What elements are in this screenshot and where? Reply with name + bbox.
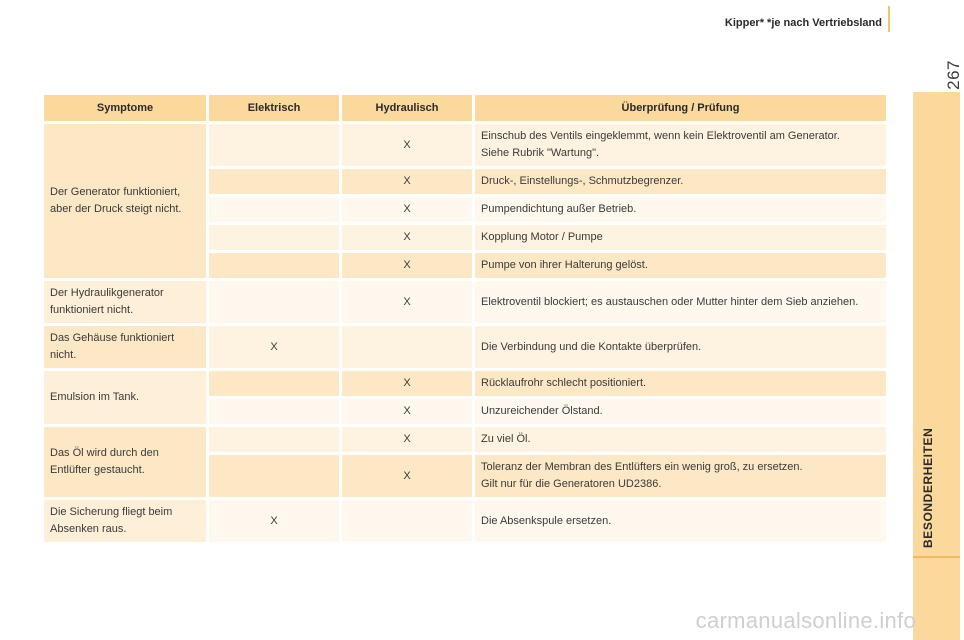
running-header: Kipper* *je nach Vertriebsland: [724, 17, 882, 29]
table-row: [44, 500, 886, 542]
check-text: Unzureichender Ölstand.: [481, 405, 603, 417]
check-cell: [475, 197, 886, 222]
check-text: Druck-, Einstellungs-, Schmutzbegrenzer.: [481, 175, 684, 187]
side-tab-divider: [913, 556, 960, 558]
check-text: Die Absenkspule ersetzen.: [481, 514, 612, 527]
chapter-side-tab: [913, 92, 960, 640]
hydraulic-cell: X: [342, 371, 472, 396]
check-text: Einschub des Ventils eingeklemmt, wenn kein Elektroventil am Generator.: [481, 130, 840, 142]
check-cell: [475, 455, 886, 497]
electric-cell: X: [209, 326, 339, 368]
table-row: [44, 124, 886, 166]
check-cell: [475, 124, 886, 166]
electric-cell: [209, 399, 339, 424]
hydraulic-cell: X: [342, 455, 472, 497]
check-text: Die Verbindung und die Kontakte überprüfen.: [481, 340, 702, 353]
check-cell: [475, 326, 886, 368]
hydraulic-cell: X: [342, 197, 472, 222]
troubleshooting-table: [41, 92, 889, 545]
check-text: Zu viel Öl.: [481, 433, 531, 445]
symptom-cell: Emulsion im Tank.: [44, 371, 206, 424]
hydraulic-cell: [342, 326, 472, 368]
symptom-cell: Das Öl wird durch den Entlüfter gestaucht.: [44, 427, 206, 497]
electric-cell: [209, 225, 339, 250]
table-header-row: [44, 95, 886, 121]
check-text: Toleranz der Membran des Entlüfters ein wenig groß, zu ersetzen.: [481, 461, 803, 473]
check-cell: [475, 399, 886, 424]
header-check: Überprüfung / Prüfung: [475, 95, 886, 121]
page-number: 267: [944, 60, 963, 90]
hydraulic-cell: X: [342, 399, 472, 424]
electric-cell: [209, 455, 339, 497]
check-cell: [475, 427, 886, 452]
check-text: Siehe Rubrik "Wartung".: [481, 147, 600, 159]
electric-cell: [209, 427, 339, 452]
header-electric: Elektrisch: [209, 95, 339, 121]
electric-cell: [209, 197, 339, 222]
header-symptom: Symptome: [44, 95, 206, 121]
symptom-cell: Der Hydraulikgenerator funktioniert nicht.: [44, 281, 206, 323]
watermark: carmanualsonline.info: [695, 608, 916, 633]
electric-cell: [209, 124, 339, 166]
header-divider: [888, 6, 890, 32]
table-row: [44, 371, 886, 396]
chapter-label: BESONDERHEITEN: [921, 427, 935, 548]
hydraulic-cell: X: [342, 169, 472, 194]
electric-cell: [209, 169, 339, 194]
symptom-cell: Die Sicherung fliegt beim Absenken raus.: [44, 500, 206, 542]
hydraulic-cell: X: [342, 253, 472, 278]
electric-cell: [209, 371, 339, 396]
electric-cell: X: [209, 500, 339, 542]
check-cell: [475, 371, 886, 396]
electric-cell: [209, 253, 339, 278]
check-text: Rücklaufrohr schlecht positioniert.: [481, 377, 647, 389]
check-cell: [475, 500, 886, 542]
symptom-cell: Der Generator funktioniert, aber der Druck steigt nicht.: [44, 124, 206, 278]
check-cell: [475, 281, 886, 323]
check-text: Gilt nur für die Generatoren UD2386.: [481, 478, 662, 490]
check-text: Pumpendichtung außer Betrieb.: [481, 203, 637, 215]
check-text: Kopplung Motor / Pumpe: [481, 231, 603, 243]
check-cell: [475, 225, 886, 250]
electric-cell: [209, 281, 339, 323]
table-row: [44, 427, 886, 452]
table-body: [44, 124, 886, 542]
hydraulic-cell: X: [342, 124, 472, 166]
check-cell: [475, 253, 886, 278]
hydraulic-cell: X: [342, 225, 472, 250]
check-text: Pumpe von ihrer Halterung gelöst.: [481, 259, 648, 271]
table-row: [44, 281, 886, 323]
symptom-cell: Das Gehäuse funktioniert nicht.: [44, 326, 206, 368]
header-hydraulic: Hydraulisch: [342, 95, 472, 121]
check-text: Elektroventil blockiert; es austauschen oder Mutter hinter dem Sieb anziehen.: [481, 295, 859, 308]
hydraulic-cell: [342, 500, 472, 542]
hydraulic-cell: X: [342, 281, 472, 323]
hydraulic-cell: X: [342, 427, 472, 452]
table-row: [44, 326, 886, 368]
check-cell: [475, 169, 886, 194]
